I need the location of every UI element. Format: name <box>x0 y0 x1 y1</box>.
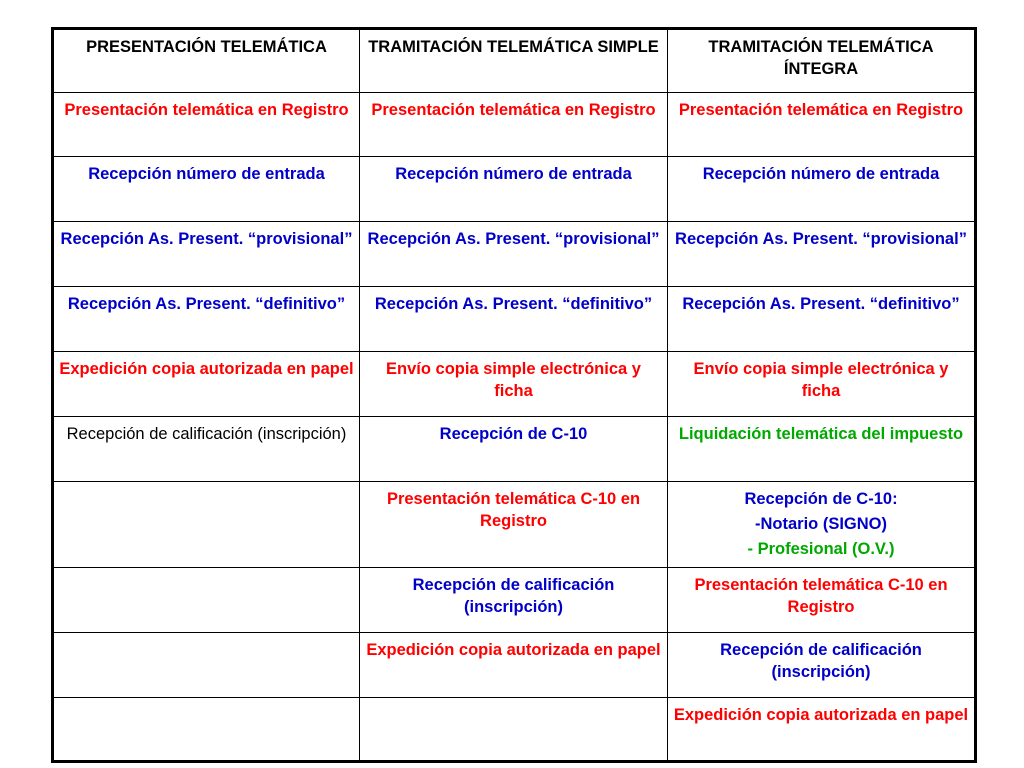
cell-text: Recepción número de entrada <box>395 165 632 183</box>
table-cell <box>53 482 360 568</box>
cell-text: Liquidación telemática del impuesto <box>678 425 964 443</box>
table-cell <box>360 222 668 287</box>
table-cell <box>53 698 360 762</box>
table-cell <box>360 482 668 568</box>
table-cell <box>53 417 360 482</box>
cell-text: Recepción de calificación (inscripción) <box>66 425 347 443</box>
table-cell <box>360 568 668 633</box>
table-cell <box>668 698 976 762</box>
table-cell <box>360 352 668 417</box>
table-cell <box>53 93 360 157</box>
cell-line: Recepción de C-10: <box>744 490 898 508</box>
table-row <box>53 482 976 568</box>
cell-text: Recepción As. Present. “provisional” <box>60 230 353 248</box>
cell-text: Expedición copia autorizada en papel <box>673 706 969 724</box>
table-cell <box>668 93 976 157</box>
cell-text: Recepción número de entrada <box>88 165 325 183</box>
table-row <box>53 698 976 762</box>
table-cell <box>360 698 668 762</box>
table-row <box>53 633 976 698</box>
cell-text: Envío copia simple electrónica y ficha <box>386 360 641 400</box>
header-tramitacion-simple: TRAMITACIÓN TELEMÁTICA SIMPLE <box>360 29 668 93</box>
comparison-table-frame <box>51 27 974 761</box>
header-presentacion-telematica: PRESENTACIÓN TELEMÁTICA <box>53 29 360 93</box>
table-cell <box>668 157 976 222</box>
cell-text: Recepción As. Present. “definitivo” <box>682 295 960 313</box>
table-cell <box>668 568 976 633</box>
table-cell <box>668 482 976 568</box>
table-cell <box>360 93 668 157</box>
cell-text: Presentación telemática C-10 en Registro <box>386 490 641 530</box>
table-cell <box>53 352 360 417</box>
table-row <box>53 287 976 352</box>
cell-text: Presentación telemática en Registro <box>371 101 656 119</box>
table-cell <box>53 568 360 633</box>
cell-text: Recepción de calificación (inscripción) <box>412 576 615 616</box>
cell-text: Expedición copia autorizada en papel <box>366 641 661 659</box>
table-cell <box>668 352 976 417</box>
table-cell <box>53 633 360 698</box>
table-row <box>53 568 976 633</box>
table-cell <box>668 222 976 287</box>
cell-line: - Profesional (O.V.) <box>747 540 895 558</box>
cell-text: Envío copia simple electrónica y ficha <box>693 360 949 400</box>
cell-text: Recepción As. Present. “definitivo” <box>374 295 653 313</box>
table-cell <box>668 287 976 352</box>
table-row <box>53 93 976 157</box>
table-row <box>53 222 976 287</box>
cell-text: Recepción As. Present. “provisional” <box>367 230 660 248</box>
table-cell <box>53 287 360 352</box>
table-cell <box>360 633 668 698</box>
table-row <box>53 417 976 482</box>
cell-text: Recepción número de entrada <box>702 165 940 183</box>
table-body <box>53 93 976 762</box>
table-cell <box>668 417 976 482</box>
table-cell <box>360 287 668 352</box>
cell-text: Recepción de C-10 <box>439 425 588 443</box>
table-cell <box>360 417 668 482</box>
table-row <box>53 157 976 222</box>
table-cell <box>668 633 976 698</box>
header-tramitacion-integra: TRAMITACIÓN TELEMÁTICA ÍNTEGRA <box>668 29 976 93</box>
table-row <box>53 352 976 417</box>
cell-text: Presentación telemática C-10 en Registro <box>694 576 948 616</box>
table-cell <box>53 157 360 222</box>
table-cell <box>53 222 360 287</box>
cell-text: Recepción de calificación (inscripción) <box>720 641 922 681</box>
cell-line: -Notario (SIGNO) <box>755 515 887 533</box>
header-row <box>53 29 976 93</box>
cell-text: Expedición copia autorizada en papel <box>59 360 354 378</box>
cell-text: Recepción As. Present. “provisional” <box>675 230 967 248</box>
cell-text: Presentación telemática en Registro <box>678 101 964 119</box>
comparison-table <box>51 27 977 763</box>
cell-text: Presentación telemática en Registro <box>64 101 349 119</box>
table-cell <box>360 157 668 222</box>
cell-text: Recepción As. Present. “definitivo” <box>67 295 346 313</box>
